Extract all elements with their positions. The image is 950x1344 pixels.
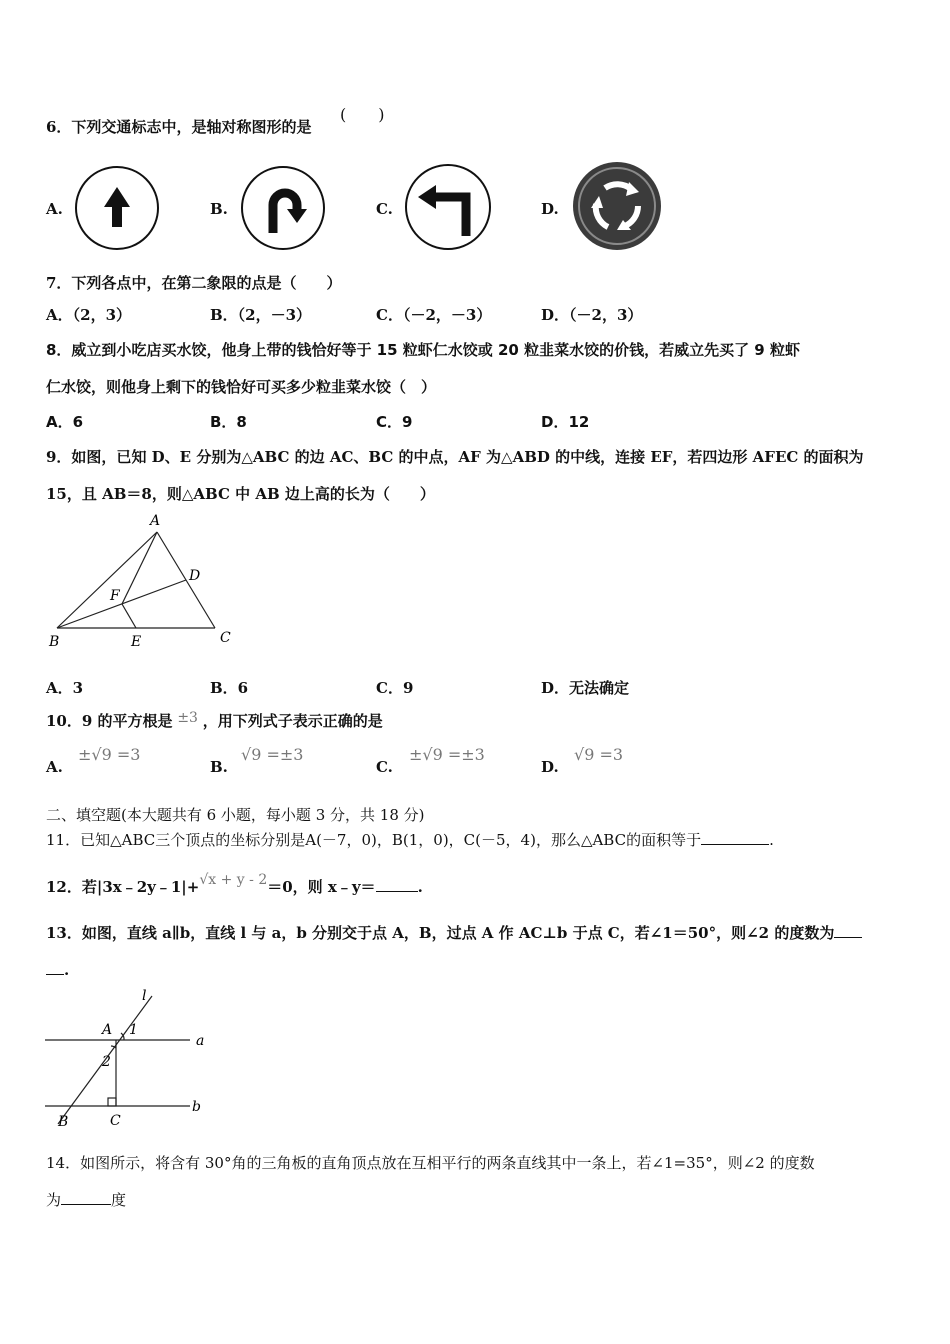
q13-line1 bbox=[46, 922, 862, 943]
turn-left-sign-icon bbox=[404, 163, 492, 251]
label-d: D bbox=[189, 568, 201, 584]
q14-suffix: 度 bbox=[111, 1191, 127, 1209]
q8-option-d[interactable]: D．12 bbox=[541, 413, 590, 431]
label-c-point: C bbox=[110, 1113, 121, 1129]
q13-line2 bbox=[46, 960, 69, 979]
q14-line2 bbox=[46, 1189, 126, 1210]
label-c: C bbox=[220, 630, 231, 646]
q10-stem: 10．9 的平方根是 bbox=[46, 712, 173, 730]
q9-triangle-figure bbox=[44, 512, 244, 652]
q10-option-b[interactable]: B. bbox=[210, 758, 228, 776]
q8-option-a[interactable]: A．6 bbox=[46, 413, 84, 431]
q6-paren: ( ) bbox=[340, 105, 385, 124]
q13-parallel-lines-figure bbox=[40, 984, 220, 1130]
label-line-b: b bbox=[192, 1099, 201, 1115]
q9-option-b[interactable]: B．6 bbox=[210, 679, 249, 697]
roundabout-sign-icon bbox=[571, 160, 663, 252]
q10-option-d[interactable]: D. bbox=[541, 758, 559, 776]
q10-expr-d: √9 =3 bbox=[574, 745, 624, 764]
label-line-a: a bbox=[196, 1033, 205, 1049]
q7-option-d[interactable]: D．（－2，3） bbox=[541, 306, 643, 324]
q11-tail: . bbox=[769, 831, 774, 849]
q7-option-c[interactable]: C．（－2，－3） bbox=[376, 306, 492, 324]
q6-option-a[interactable]: A. bbox=[46, 200, 63, 218]
q10-expr-a: ±√9 =3 bbox=[78, 745, 141, 764]
q10-stem-math: ±3 bbox=[177, 710, 198, 726]
q13-text: 13．如图，直线 a∥b，直线 l 与 a，b 分别交于点 A，B，过点 A 作 AC⊥b 于点 C，若∠1＝50°，则∠2 的度数为 bbox=[46, 924, 835, 942]
q6-option-d[interactable]: D. bbox=[541, 200, 559, 218]
label-angle-1: 1 bbox=[129, 1022, 138, 1038]
label-angle-2: 2 bbox=[102, 1054, 111, 1070]
q9-option-c[interactable]: C．9 bbox=[376, 679, 414, 697]
q14-answer-blank[interactable] bbox=[61, 1190, 111, 1205]
q8-option-b[interactable]: B．8 bbox=[210, 413, 247, 431]
q13-tail: . bbox=[64, 961, 70, 979]
q7-option-a[interactable]: A．（2，3） bbox=[46, 306, 132, 324]
q10-expr-b: √9 =±3 bbox=[241, 745, 304, 764]
q12-radical: √x + y - 2 bbox=[199, 872, 268, 888]
label-f: F bbox=[110, 588, 120, 604]
q11-line bbox=[46, 829, 774, 850]
arrow-up-sign-icon bbox=[74, 165, 160, 251]
q10-stem-tail: ，用下列式子表示正确的是 bbox=[202, 712, 383, 730]
q9-line1: 9．如图，已知 D、E 分别为△ABC 的边 AC、BC 的中点，AF 为△ABD 的中线，连接 EF，若四边形 AFEC 的面积为 bbox=[46, 448, 864, 466]
label-e: E bbox=[131, 634, 142, 650]
q10-stem-line bbox=[46, 710, 383, 731]
q13-answer-blank-cont bbox=[46, 960, 64, 975]
q11-text: 11．已知△ABC三个顶点的坐标分别是A(－7，0)，B(1，0)，C(－5，4)，那么△ABC的面积等于 bbox=[46, 831, 702, 849]
q8-option-c[interactable]: C．9 bbox=[376, 413, 413, 431]
q14-line1: 14．如图所示，将含有 30°角的三角板的直角顶点放在互相平行的两条直线其中一条上，若∠1=35°，则∠2 的度数 bbox=[46, 1154, 815, 1172]
q9-option-d[interactable]: D．无法确定 bbox=[541, 679, 630, 697]
q6-option-c[interactable]: C. bbox=[376, 200, 393, 218]
q6-option-b[interactable]: B. bbox=[210, 200, 228, 218]
q14-prefix: 为 bbox=[46, 1191, 62, 1209]
q7-option-b[interactable]: B．（2，－3） bbox=[210, 306, 312, 324]
q12-line bbox=[46, 872, 423, 897]
q12-answer-blank[interactable] bbox=[376, 877, 418, 892]
label-a: A bbox=[150, 513, 161, 529]
label-l: l bbox=[142, 988, 147, 1004]
q9-line2: 15，且 AB＝8，则△ABC 中 AB 边上高的长为（ ） bbox=[46, 485, 435, 503]
q8-line1: 8．威立到小吃店买水饺，他身上带的钱恰好等于 15 粒虾仁水饺或 20 粒韭菜水饺的价钱，若威立先买了 9 粒虾 bbox=[46, 341, 800, 359]
q12-tail: . bbox=[417, 878, 423, 896]
q10-expr-c: ±√9 =±3 bbox=[409, 745, 485, 764]
q12-prefix: 12．若|3x﹣2y﹣1|+ bbox=[46, 878, 200, 896]
label-b: B bbox=[49, 634, 60, 650]
q12-suffix: ＝0，则 x﹣y＝ bbox=[267, 878, 376, 896]
q8-line2: 仁水饺，则他身上剩下的钱恰好可买多少粒韭菜水饺（ ） bbox=[46, 378, 437, 396]
q11-answer-blank[interactable] bbox=[701, 830, 769, 845]
label-a-point: A bbox=[102, 1022, 113, 1038]
q7-stem: 7．下列各点中，在第二象限的点是（ ） bbox=[46, 274, 342, 292]
q6-stem: 6．下列交通标志中，是轴对称图形的是 bbox=[46, 118, 312, 136]
q10-option-a[interactable]: A. bbox=[46, 758, 63, 776]
q13-answer-blank[interactable] bbox=[834, 923, 862, 938]
section-2-title: 二、填空题(本大题共有 6 小题，每小题 3 分，共 18 分) bbox=[46, 806, 425, 824]
q10-option-c[interactable]: C. bbox=[376, 758, 393, 776]
label-b-point: B bbox=[58, 1114, 69, 1130]
q9-option-a[interactable]: A．3 bbox=[46, 679, 84, 697]
u-turn-sign-icon bbox=[240, 165, 326, 251]
